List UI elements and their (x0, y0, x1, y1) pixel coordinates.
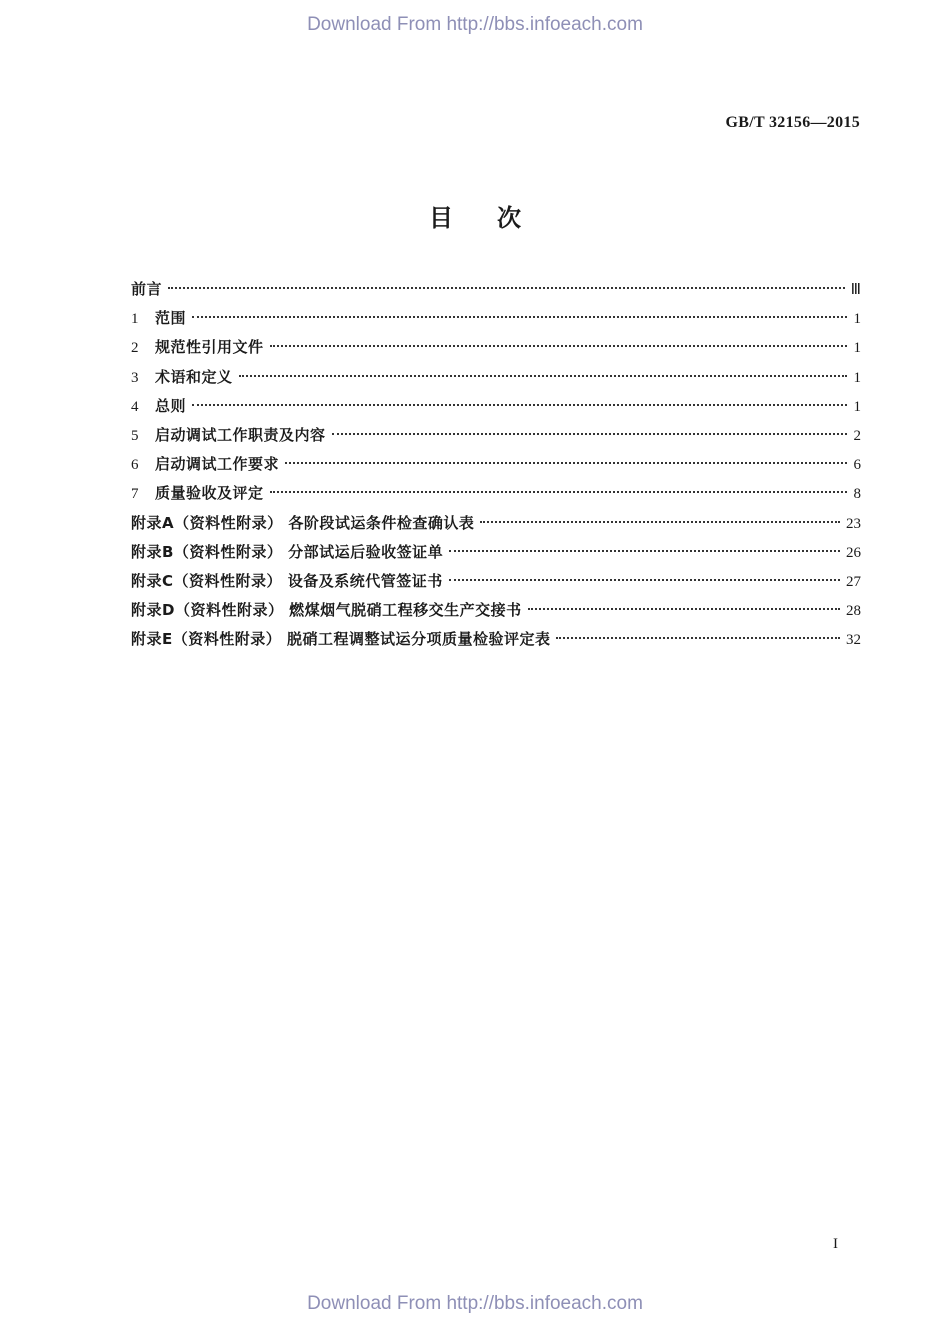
toc-entry-title (131, 333, 264, 363)
dot-leader (270, 345, 847, 347)
dot-leader (332, 433, 847, 435)
dot-leader (449, 579, 840, 581)
toc-entry-page: 2 (853, 427, 861, 444)
toc-entry-title (131, 479, 264, 509)
dot-leader (192, 316, 847, 318)
dot-leader (239, 375, 847, 377)
dot-leader (285, 462, 847, 464)
toc-entry-number: 4 (131, 398, 139, 415)
toc-entry-label: 附录C（资料性附录） 设备及系统代管签证书 (131, 571, 443, 590)
toc-entry-page: 26 (846, 544, 861, 561)
toc-entry-number: 3 (131, 369, 139, 386)
toc-entry-label: 质量验收及评定 (155, 484, 264, 503)
dot-leader (449, 550, 840, 552)
toc-entry-label: 附录A（资料性附录） 各阶段试运条件检查确认表 (131, 513, 475, 532)
toc-entry-label: 规范性引用文件 (155, 338, 264, 357)
toc-entry-label: 总则 (155, 396, 187, 415)
toc-entry-page: 8 (853, 486, 861, 503)
dot-leader (192, 404, 847, 406)
toc-entry-number: 2 (131, 340, 139, 357)
toc-entry[interactable] (131, 275, 861, 304)
toc-entry[interactable] (131, 333, 861, 362)
toc-entry-page: 1 (853, 369, 861, 386)
page-number: I (833, 1236, 838, 1252)
toc-entry[interactable] (131, 363, 861, 392)
toc-entry-page: 32 (846, 632, 861, 649)
dot-leader (168, 287, 845, 289)
toc-entry-number: 1 (131, 311, 139, 328)
toc-entry-label: 附录B（资料性附录） 分部试运后验收签证单 (131, 542, 444, 561)
toc-entry-page: 6 (853, 457, 861, 474)
toc-entry-title (131, 538, 443, 567)
toc-entry-page: 1 (853, 398, 861, 415)
toc-entry-label: 前言 (131, 280, 163, 298)
toc-entry[interactable] (131, 479, 861, 508)
toc-entry-title (131, 392, 186, 422)
toc-entry[interactable] (131, 538, 861, 567)
toc-entry-title (131, 275, 162, 304)
toc-entry[interactable] (131, 421, 861, 450)
toc-entry[interactable] (131, 596, 861, 625)
dot-leader (528, 608, 840, 610)
toc-entry[interactable] (131, 392, 861, 421)
toc-entry-title (131, 596, 522, 625)
toc-entry-title (131, 625, 550, 654)
page-title: 目次 (429, 204, 565, 232)
table-of-contents (131, 275, 861, 654)
toc-entry-page: 28 (846, 603, 861, 620)
watermark-top: Download From http://bbs.infoeach.com (307, 14, 643, 35)
toc-entry-number: 7 (131, 486, 139, 503)
toc-entry-label: 术语和定义 (155, 367, 233, 386)
toc-entry-number: 6 (131, 457, 139, 474)
toc-entry[interactable] (131, 450, 861, 479)
toc-entry[interactable] (131, 567, 861, 596)
toc-entry-page: 1 (853, 340, 861, 357)
watermark-bottom: Download From http://bbs.infoeach.com (307, 1293, 643, 1314)
toc-entry-title (131, 363, 233, 393)
standard-code: GB/T 32156—2015 (725, 114, 860, 131)
dot-leader (480, 521, 840, 523)
toc-entry-label: 附录E（资料性附录） 脱硝工程调整试运分项质量检验评定表 (131, 630, 551, 649)
toc-entry-page: 23 (846, 515, 861, 532)
toc-entry-label: 范围 (155, 309, 187, 328)
toc-entry-title (131, 450, 279, 480)
toc-entry-label: 启动调试工作要求 (155, 455, 280, 474)
toc-entry-page: 27 (846, 573, 861, 590)
toc-entry-title (131, 421, 326, 451)
dot-leader (556, 637, 840, 639)
toc-entry[interactable] (131, 625, 861, 654)
toc-entry-page: Ⅲ (850, 282, 861, 298)
toc-entry-title (131, 567, 443, 596)
toc-entry-title (131, 304, 186, 334)
toc-entry-label: 启动调试工作职责及内容 (155, 425, 326, 444)
toc-entry-page: 1 (853, 311, 861, 328)
toc-entry[interactable] (131, 304, 861, 333)
toc-entry-number: 5 (131, 427, 139, 444)
toc-entry-title (131, 509, 474, 538)
dot-leader (270, 491, 847, 493)
toc-entry-label: 附录D（资料性附录） 燃煤烟气脱硝工程移交生产交接书 (131, 601, 522, 620)
toc-entry[interactable] (131, 509, 861, 538)
